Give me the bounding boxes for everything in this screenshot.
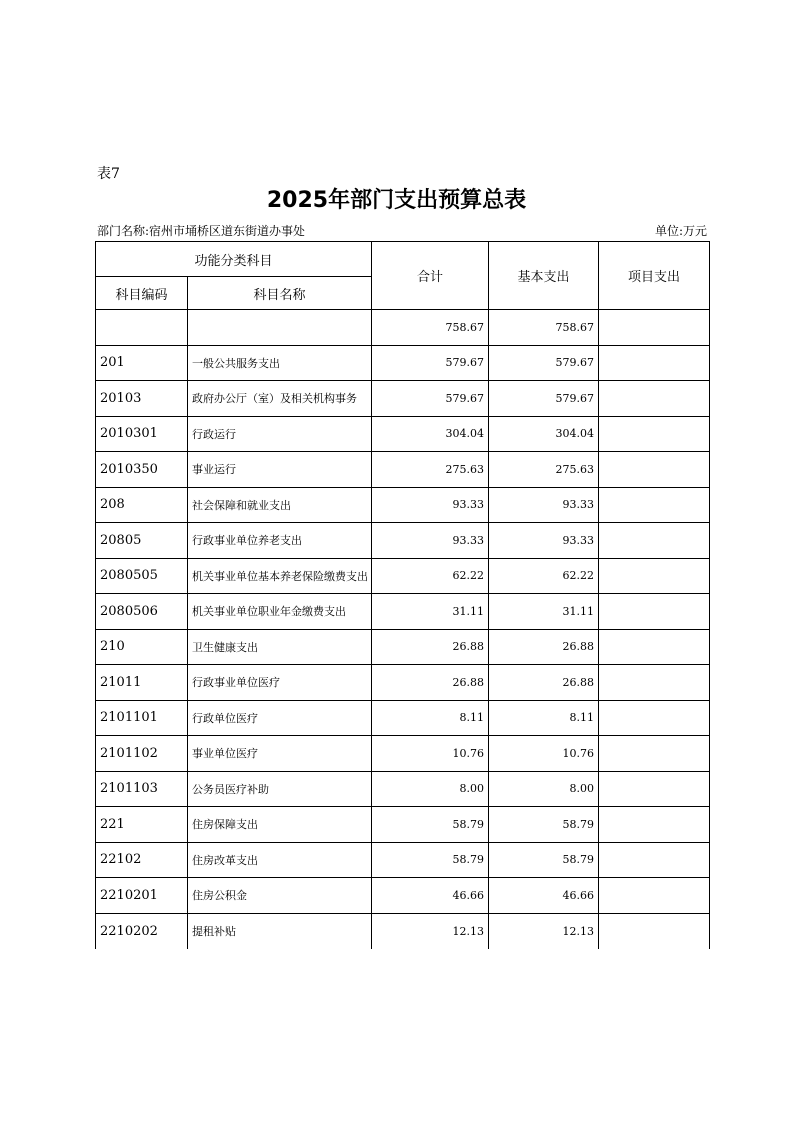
basic-expense-cell: 10.76: [489, 736, 599, 772]
subject-code-cell: 20103: [96, 381, 188, 417]
table-number: 表7: [97, 166, 120, 182]
subject-name-cell: 住房改革支出: [188, 842, 372, 878]
subject-name-cell: 行政事业单位养老支出: [188, 523, 372, 559]
subject-code-cell: 2010301: [96, 416, 188, 452]
total-cell: 10.76: [372, 736, 489, 772]
subject-name-cell: 行政单位医疗: [188, 700, 372, 736]
table-row: [96, 629, 710, 665]
basic-expense-cell: 304.04: [489, 416, 599, 452]
table-row: [96, 913, 710, 949]
subject-name-cell: 机关事业单位基本养老保险缴费支出: [188, 558, 372, 594]
total-cell: 93.33: [372, 523, 489, 559]
basic-expense-cell: 8.00: [489, 771, 599, 807]
subject-code-cell: 2080505: [96, 558, 188, 594]
table-row: [96, 416, 710, 452]
total-cell: 12.13: [372, 913, 489, 949]
subject-name-cell: 一般公共服务支出: [188, 345, 372, 381]
project-expense-cell: [599, 416, 710, 452]
project-expense-cell: [599, 842, 710, 878]
basic-expense-cell: 62.22: [489, 558, 599, 594]
project-expense-cell: [599, 310, 710, 346]
basic-expense-cell: 8.11: [489, 700, 599, 736]
header-subject-name: 科目名称: [188, 277, 372, 310]
subject-name-cell: 行政事业单位医疗: [188, 665, 372, 701]
total-cell: 304.04: [372, 416, 489, 452]
project-expense-cell: [599, 345, 710, 381]
total-cell: 62.22: [372, 558, 489, 594]
project-expense-cell: [599, 771, 710, 807]
table-row: [96, 381, 710, 417]
total-cell: 93.33: [372, 487, 489, 523]
project-expense-cell: [599, 594, 710, 630]
subject-code-cell: 21011: [96, 665, 188, 701]
table-row: [96, 310, 710, 346]
project-expense-cell: [599, 665, 710, 701]
subject-name-cell: [188, 310, 372, 346]
subject-code-cell: 221: [96, 807, 188, 843]
table-row: [96, 558, 710, 594]
basic-expense-cell: 58.79: [489, 807, 599, 843]
subject-name-cell: 机关事业单位职业年金缴费支出: [188, 594, 372, 630]
subject-code-cell: 2101102: [96, 736, 188, 772]
project-expense-cell: [599, 558, 710, 594]
project-expense-cell: [599, 487, 710, 523]
subject-name-cell: 卫生健康支出: [188, 629, 372, 665]
subject-name-cell: 事业单位医疗: [188, 736, 372, 772]
table-row: [96, 594, 710, 630]
table-row: [96, 452, 710, 488]
project-expense-cell: [599, 913, 710, 949]
project-expense-cell: [599, 878, 710, 914]
basic-expense-cell: 46.66: [489, 878, 599, 914]
table-row: [96, 345, 710, 381]
subject-code-cell: 201: [96, 345, 188, 381]
subject-name-cell: 公务员医疗补助: [188, 771, 372, 807]
basic-expense-cell: 12.13: [489, 913, 599, 949]
project-expense-cell: [599, 381, 710, 417]
subject-code-cell: 20805: [96, 523, 188, 559]
header-total: 合计: [372, 242, 489, 310]
basic-expense-cell: 275.63: [489, 452, 599, 488]
basic-expense-cell: 579.67: [489, 381, 599, 417]
subject-code-cell: 2101103: [96, 771, 188, 807]
subject-code-cell: 2210201: [96, 878, 188, 914]
basic-expense-cell: 26.88: [489, 665, 599, 701]
subject-name-cell: 行政运行: [188, 416, 372, 452]
subject-name-cell: 社会保障和就业支出: [188, 487, 372, 523]
project-expense-cell: [599, 736, 710, 772]
project-expense-cell: [599, 807, 710, 843]
total-cell: 26.88: [372, 665, 489, 701]
basic-expense-cell: 93.33: [489, 523, 599, 559]
subject-code-cell: 2010350: [96, 452, 188, 488]
table-row: [96, 665, 710, 701]
subject-code-cell: 22102: [96, 842, 188, 878]
table-row: [96, 842, 710, 878]
project-expense-cell: [599, 452, 710, 488]
subject-code-cell: 2101101: [96, 700, 188, 736]
total-cell: 58.79: [372, 842, 489, 878]
table-row: [96, 807, 710, 843]
subject-name-cell: 事业运行: [188, 452, 372, 488]
budget-table: [95, 241, 710, 949]
table-row: [96, 878, 710, 914]
subject-name-cell: 政府办公厅（室）及相关机构事务: [188, 381, 372, 417]
subject-code-cell: 2080506: [96, 594, 188, 630]
total-cell: 579.67: [372, 345, 489, 381]
header-function-category: 功能分类科目: [96, 242, 372, 277]
total-cell: 31.11: [372, 594, 489, 630]
table-row: [96, 523, 710, 559]
total-cell: 46.66: [372, 878, 489, 914]
project-expense-cell: [599, 523, 710, 559]
total-cell: 579.67: [372, 381, 489, 417]
total-cell: 26.88: [372, 629, 489, 665]
table-row: [96, 487, 710, 523]
subject-name-cell: 住房保障支出: [188, 807, 372, 843]
table-body: [96, 310, 710, 949]
table-row: [96, 771, 710, 807]
document-title: 2025年部门支出预算总表: [266, 188, 527, 213]
table-row: [96, 736, 710, 772]
basic-expense-cell: 26.88: [489, 629, 599, 665]
basic-expense-cell: 31.11: [489, 594, 599, 630]
header-subject-code: 科目编码: [96, 277, 188, 310]
total-cell: 8.11: [372, 700, 489, 736]
total-cell: 758.67: [372, 310, 489, 346]
subject-name-cell: 住房公积金: [188, 878, 372, 914]
subject-name-cell: 提租补贴: [188, 913, 372, 949]
basic-expense-cell: 758.67: [489, 310, 599, 346]
project-expense-cell: [599, 700, 710, 736]
basic-expense-cell: 58.79: [489, 842, 599, 878]
department-label: 部门名称:宿州市埇桥区道东街道办事处: [97, 224, 306, 238]
subject-code-cell: [96, 310, 188, 346]
total-cell: 275.63: [372, 452, 489, 488]
unit-label: 单位:万元: [654, 224, 707, 238]
subject-code-cell: 2210202: [96, 913, 188, 949]
header-project-expense: 项目支出: [599, 242, 710, 310]
table-row: [96, 700, 710, 736]
header-basic-expense: 基本支出: [489, 242, 599, 310]
project-expense-cell: [599, 629, 710, 665]
total-cell: 8.00: [372, 771, 489, 807]
basic-expense-cell: 579.67: [489, 345, 599, 381]
subject-code-cell: 208: [96, 487, 188, 523]
total-cell: 58.79: [372, 807, 489, 843]
subject-code-cell: 210: [96, 629, 188, 665]
basic-expense-cell: 93.33: [489, 487, 599, 523]
